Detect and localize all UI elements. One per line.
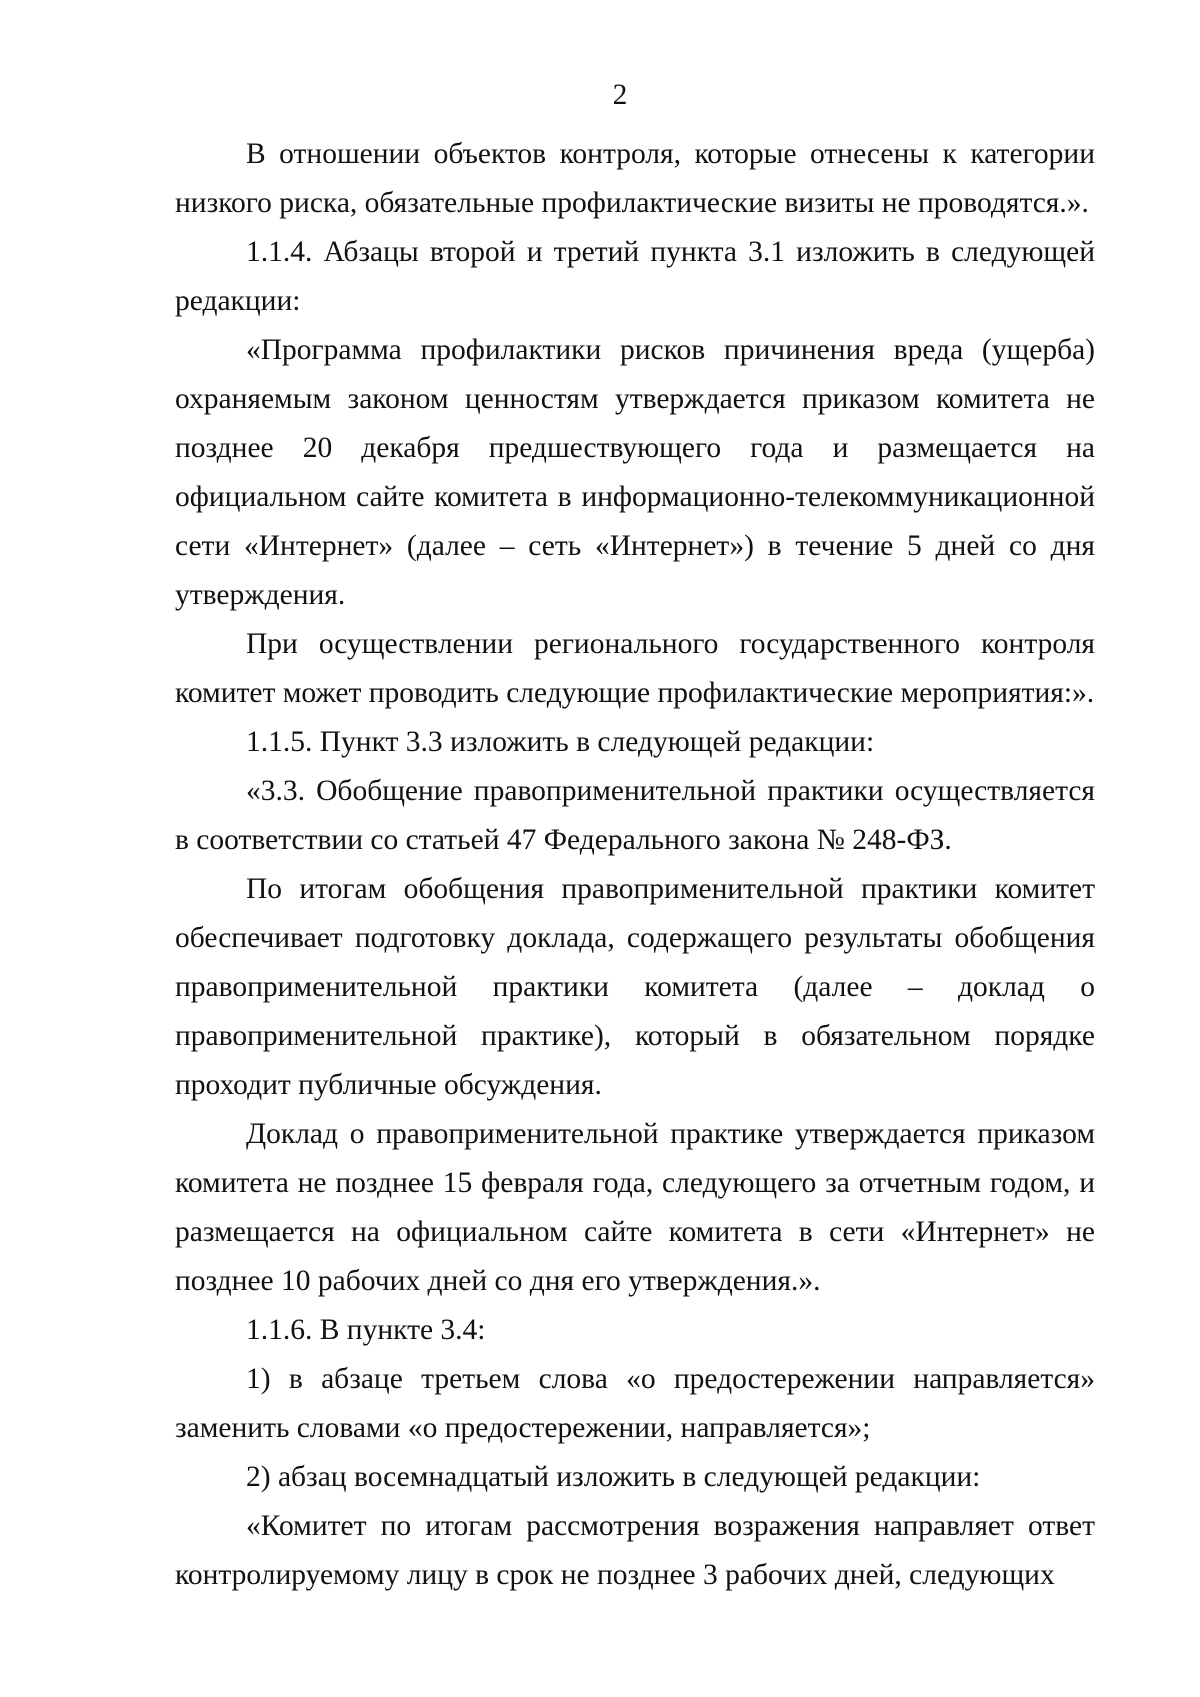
paragraph: «Комитет по итогам рассмотрения возражения направляет ответ контролируемому лицу в срок не позднее 3 рабочих дней, следующих (175, 1510, 1095, 1591)
paragraph: «3.3. Обобщение правоприменительной практики осуществляется в соответствии со статьей 47 Федерального закона № 248-ФЗ. (175, 775, 1095, 856)
paragraph: 2) абзац восемнадцатый изложить в следующей редакции: (246, 1461, 981, 1493)
document-body (175, 130, 1095, 1600)
paragraph: «Программа профилактики рисков причинения вреда (ущерба) охраняемым законом ценностям утверждается приказом комитета не позднее 20 декабря предшествующего года и размещается на официальном сайте комитета в информационно-телекоммуникационной сети «Интернет» (далее – сеть «Интернет») в течение 5 дней со дня утверждения. (175, 334, 1095, 611)
paragraph: При осуществлении регионального государственного контроля комитет может проводить следующие профилактические мероприятия:». (175, 628, 1095, 709)
paragraph: 1) в абзаце третьем слова «о предостережении направляется» заменить словами «о предостережении, направляется»; (175, 1363, 1095, 1444)
paragraph: 1.1.5. Пункт 3.3 изложить в следующей редакции: (246, 726, 875, 758)
paragraph: 1.1.6. В пункте 3.4: (246, 1314, 486, 1346)
page-number: 2 (612, 79, 628, 111)
paragraph: По итогам обобщения правоприменительной практики комитет обеспечивает подготовку доклада, содержащего результаты обобщения правоприменительной практики комитета (далее – доклад о правоприменительной практике), который в обязательном порядке проходит публичные обсуждения. (175, 873, 1095, 1101)
paragraph: 1.1.4. Абзацы второй и третий пункта 3.1 изложить в следующей редакции: (175, 236, 1095, 317)
paragraph: В отношении объектов контроля, которые отнесены к категории низкого риска, обязательные профилактические визиты не проводятся.». (175, 138, 1095, 219)
paragraph: Доклад о правоприменительной практике утверждается приказом комитета не позднее 15 февраля года, следующего за отчетным годом, и размещается на официальном сайте комитета в сети «Интернет» не позднее 10 рабочих дней со дня его утверждения.». (175, 1118, 1095, 1297)
